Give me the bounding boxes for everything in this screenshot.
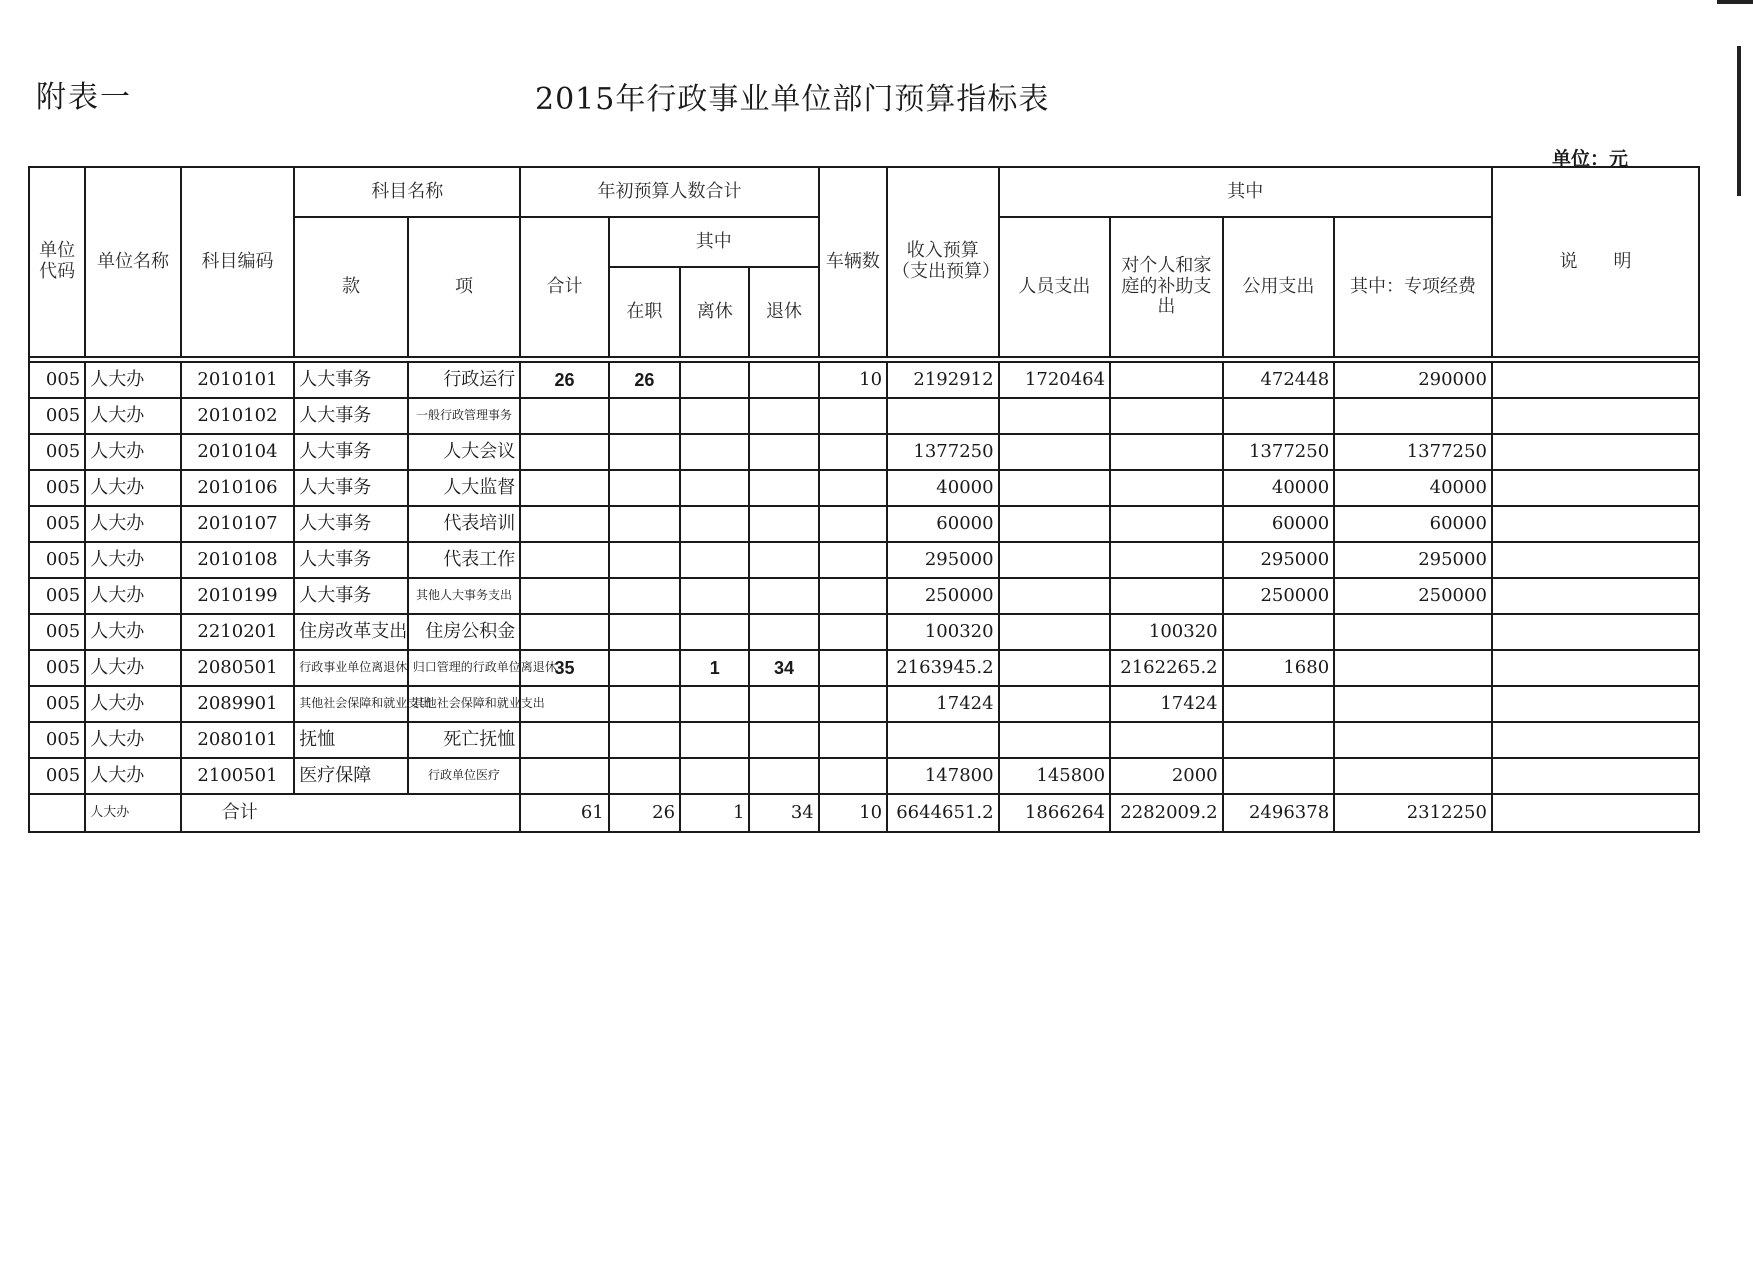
cell-individual-subsidy: 2000 — [1110, 758, 1223, 794]
cell-staff-lixiu — [680, 434, 749, 470]
totals-on-duty: 26 — [609, 794, 680, 832]
cell-unit-code: 005 — [29, 614, 85, 650]
totals-staff-total: 61 — [520, 794, 608, 832]
header-special: 其中：专项经费 — [1334, 217, 1492, 357]
page-title: 2015年行政事业单位部门预算指标表 — [535, 82, 1050, 117]
cell-income-budget: 250000 — [887, 578, 999, 614]
cell-subject-code: 2100501 — [181, 758, 295, 794]
cell-unit-code: 005 — [29, 686, 85, 722]
cell-public-expense — [1223, 722, 1335, 758]
cell-staff-lixiu — [680, 470, 749, 506]
cell-personnel-expense — [999, 650, 1111, 686]
cell-unit-name: 人大办 — [85, 686, 180, 722]
header-tuixiu: 退休 — [749, 267, 818, 357]
cell-unit-code: 005 — [29, 722, 85, 758]
cell-special-funds: 250000 — [1334, 578, 1492, 614]
cell-staff-tuixiu — [749, 578, 818, 614]
cell-income-budget: 60000 — [887, 506, 999, 542]
cell-public-expense: 40000 — [1223, 470, 1335, 506]
cell-special-funds: 295000 — [1334, 542, 1492, 578]
cell-income-budget — [887, 398, 999, 434]
totals-unit-name: 人大办 — [85, 794, 180, 832]
cell-public-expense — [1223, 398, 1335, 434]
cell-remarks — [1492, 398, 1699, 434]
cell-subject-xiang: 住房公积金 — [408, 614, 521, 650]
cell-personnel-expense — [999, 434, 1111, 470]
cell-unit-name: 人大办 — [85, 542, 180, 578]
cell-subject-kuan: 人大事务 — [294, 398, 408, 434]
cell-staff-on-duty — [609, 506, 680, 542]
cell-individual-subsidy: 100320 — [1110, 614, 1223, 650]
cell-unit-name: 人大办 — [85, 578, 180, 614]
cell-vehicle-count — [819, 614, 887, 650]
cell-unit-name: 人大办 — [85, 470, 180, 506]
cell-subject-kuan: 其他社会保障和就业支出 — [294, 686, 408, 722]
cell-staff-tuixiu — [749, 722, 818, 758]
cell-staff-tuixiu: 34 — [749, 650, 818, 686]
cell-vehicle-count — [819, 398, 887, 434]
cell-subject-code: 2010199 — [181, 578, 295, 614]
cell-income-budget: 147800 — [887, 758, 999, 794]
cell-unit-name: 人大办 — [85, 650, 180, 686]
totals-vehicles: 10 — [819, 794, 887, 832]
cell-special-funds — [1334, 722, 1492, 758]
cell-unit-name: 人大办 — [85, 722, 180, 758]
cell-subject-xiang: 死亡抚恤 — [408, 722, 521, 758]
cell-unit-code: 005 — [29, 470, 85, 506]
cell-subject-xiang: 人大监督 — [408, 470, 521, 506]
cell-vehicle-count: 10 — [819, 362, 887, 398]
cell-subject-xiang: 归口管理的行政单位离退休 — [408, 650, 521, 686]
cell-special-funds — [1334, 686, 1492, 722]
table-row — [29, 650, 1699, 686]
header-personnel: 人员支出 — [999, 217, 1111, 357]
cell-staff-tuixiu — [749, 470, 818, 506]
cell-public-expense: 60000 — [1223, 506, 1335, 542]
cell-staff-lixiu — [680, 542, 749, 578]
cell-unit-name: 人大办 — [85, 614, 180, 650]
cell-income-budget: 100320 — [887, 614, 999, 650]
cell-subject-code: 2010104 — [181, 434, 295, 470]
cell-staff-lixiu — [680, 362, 749, 398]
cell-personnel-expense — [999, 470, 1111, 506]
cell-subject-xiang: 代表培训 — [408, 506, 521, 542]
cell-staff-tuixiu — [749, 362, 818, 398]
budget-table — [28, 166, 1700, 833]
cell-remarks — [1492, 650, 1699, 686]
table-row — [29, 362, 1699, 398]
cell-unit-code: 005 — [29, 362, 85, 398]
scan-mark-edge — [1737, 46, 1741, 196]
header-public: 公用支出 — [1223, 217, 1335, 357]
cell-individual-subsidy — [1110, 398, 1223, 434]
totals-personnel: 1866264 — [999, 794, 1111, 832]
cell-unit-name: 人大办 — [85, 758, 180, 794]
cell-subject-xiang: 行政单位医疗 — [408, 758, 521, 794]
cell-staff-on-duty — [609, 398, 680, 434]
cell-vehicle-count — [819, 686, 887, 722]
cell-staff-lixiu — [680, 758, 749, 794]
cell-subject-code: 2010102 — [181, 398, 295, 434]
cell-subject-code: 2080501 — [181, 650, 295, 686]
totals-special: 2312250 — [1334, 794, 1492, 832]
cell-subject-kuan: 住房改革支出 — [294, 614, 408, 650]
cell-personnel-expense — [999, 722, 1111, 758]
cell-staff-lixiu — [680, 686, 749, 722]
header-subject-code: 科目编码 — [181, 167, 295, 357]
cell-individual-subsidy — [1110, 578, 1223, 614]
cell-unit-code: 005 — [29, 398, 85, 434]
totals-individual: 2282009.2 — [1110, 794, 1223, 832]
cell-staff-on-duty — [609, 578, 680, 614]
cell-remarks — [1492, 614, 1699, 650]
cell-staff-total — [520, 614, 608, 650]
cell-subject-code: 2010108 — [181, 542, 295, 578]
cell-staff-tuixiu — [749, 542, 818, 578]
cell-public-expense — [1223, 614, 1335, 650]
cell-special-funds — [1334, 398, 1492, 434]
cell-vehicle-count — [819, 578, 887, 614]
cell-income-budget: 295000 — [887, 542, 999, 578]
table-row — [29, 614, 1699, 650]
cell-unit-code: 005 — [29, 650, 85, 686]
table-row — [29, 434, 1699, 470]
cell-vehicle-count — [819, 470, 887, 506]
header-expense-of-which: 其中 — [999, 167, 1492, 217]
table-row — [29, 398, 1699, 434]
cell-subject-kuan: 人大事务 — [294, 578, 408, 614]
cell-subject-kuan: 行政事业单位离退休 — [294, 650, 408, 686]
cell-income-budget: 2163945.2 — [887, 650, 999, 686]
header-remarks: 说 明 — [1492, 167, 1699, 357]
header-unit-code: 单位代码 — [29, 167, 85, 357]
header-unit-name: 单位名称 — [85, 167, 180, 357]
cell-individual-subsidy — [1110, 722, 1223, 758]
table-row — [29, 470, 1699, 506]
cell-special-funds: 60000 — [1334, 506, 1492, 542]
cell-remarks — [1492, 506, 1699, 542]
cell-special-funds — [1334, 758, 1492, 794]
cell-staff-lixiu — [680, 398, 749, 434]
cell-unit-code: 005 — [29, 506, 85, 542]
cell-staff-total — [520, 470, 608, 506]
totals-lixiu: 1 — [680, 794, 749, 832]
table-row — [29, 542, 1699, 578]
cell-special-funds — [1334, 614, 1492, 650]
cell-individual-subsidy: 2162265.2 — [1110, 650, 1223, 686]
cell-remarks — [1492, 722, 1699, 758]
cell-income-budget — [887, 722, 999, 758]
cell-personnel-expense: 145800 — [999, 758, 1111, 794]
totals-remarks — [1492, 794, 1699, 832]
cell-staff-tuixiu — [749, 758, 818, 794]
cell-subject-code: 2010106 — [181, 470, 295, 506]
header-vehicles: 车辆数 — [819, 167, 887, 357]
cell-income-budget: 2192912 — [887, 362, 999, 398]
cell-special-funds: 290000 — [1334, 362, 1492, 398]
totals-row — [29, 794, 1699, 832]
cell-staff-lixiu — [680, 506, 749, 542]
cell-subject-xiang: 其他人大事务支出 — [408, 578, 521, 614]
cell-individual-subsidy: 17424 — [1110, 686, 1223, 722]
cell-staff-on-duty — [609, 434, 680, 470]
cell-staff-lixiu — [680, 722, 749, 758]
totals-code — [29, 794, 85, 832]
cell-subject-code: 2089901 — [181, 686, 295, 722]
cell-public-expense: 472448 — [1223, 362, 1335, 398]
cell-staff-total — [520, 578, 608, 614]
totals-income: 6644651.2 — [887, 794, 999, 832]
cell-subject-xiang: 人大会议 — [408, 434, 521, 470]
table-row — [29, 758, 1699, 794]
cell-subject-kuan: 人大事务 — [294, 506, 408, 542]
header-income-budget: 收入预算（支出预算） — [887, 167, 999, 357]
cell-subject-code: 2010107 — [181, 506, 295, 542]
cell-unit-code: 005 — [29, 542, 85, 578]
cell-income-budget: 17424 — [887, 686, 999, 722]
cell-subject-xiang: 行政运行 — [408, 362, 521, 398]
cell-unit-code: 005 — [29, 578, 85, 614]
cell-personnel-expense — [999, 686, 1111, 722]
header-xiang: 项 — [408, 217, 521, 357]
cell-remarks — [1492, 434, 1699, 470]
cell-subject-code: 2080101 — [181, 722, 295, 758]
cell-vehicle-count — [819, 506, 887, 542]
totals-label: 合计 — [181, 794, 521, 832]
cell-public-expense: 250000 — [1223, 578, 1335, 614]
cell-special-funds — [1334, 650, 1492, 686]
cell-staff-tuixiu — [749, 398, 818, 434]
header-lixiu: 离休 — [680, 267, 749, 357]
table-body — [29, 362, 1699, 794]
cell-individual-subsidy — [1110, 434, 1223, 470]
cell-unit-name: 人大办 — [85, 362, 180, 398]
cell-staff-total — [520, 434, 608, 470]
cell-staff-lixiu — [680, 578, 749, 614]
cell-remarks — [1492, 470, 1699, 506]
cell-staff-total — [520, 398, 608, 434]
table-row — [29, 686, 1699, 722]
cell-staff-total — [520, 722, 608, 758]
cell-staff-tuixiu — [749, 434, 818, 470]
cell-subject-kuan: 人大事务 — [294, 470, 408, 506]
cell-special-funds: 1377250 — [1334, 434, 1492, 470]
cell-unit-name: 人大办 — [85, 506, 180, 542]
cell-subject-xiang: 其他社会保障和就业支出 — [408, 686, 521, 722]
cell-staff-on-duty — [609, 686, 680, 722]
totals-public: 2496378 — [1223, 794, 1335, 832]
cell-personnel-expense — [999, 542, 1111, 578]
cell-personnel-expense — [999, 614, 1111, 650]
cell-staff-on-duty — [609, 470, 680, 506]
cell-special-funds: 40000 — [1334, 470, 1492, 506]
cell-public-expense — [1223, 758, 1335, 794]
cell-staff-tuixiu — [749, 614, 818, 650]
cell-subject-xiang: 一般行政管理事务 — [408, 398, 521, 434]
cell-subject-code: 2010101 — [181, 362, 295, 398]
cell-vehicle-count — [819, 434, 887, 470]
cell-individual-subsidy — [1110, 362, 1223, 398]
cell-vehicle-count — [819, 722, 887, 758]
cell-personnel-expense — [999, 398, 1111, 434]
cell-remarks — [1492, 542, 1699, 578]
unit-label: 单位：元 — [1552, 148, 1629, 170]
cell-individual-subsidy — [1110, 542, 1223, 578]
cell-staff-lixiu: 1 — [680, 650, 749, 686]
cell-staff-total — [520, 542, 608, 578]
header-staff-group: 年初预算人数合计 — [520, 167, 818, 217]
cell-personnel-expense — [999, 578, 1111, 614]
cell-staff-total: 26 — [520, 362, 608, 398]
table-row — [29, 722, 1699, 758]
cell-subject-xiang: 代表工作 — [408, 542, 521, 578]
cell-staff-total — [520, 506, 608, 542]
cell-remarks — [1492, 758, 1699, 794]
cell-unit-code: 005 — [29, 434, 85, 470]
cell-staff-on-duty — [609, 542, 680, 578]
cell-vehicle-count — [819, 542, 887, 578]
cell-remarks — [1492, 686, 1699, 722]
cell-subject-kuan: 人大事务 — [294, 542, 408, 578]
cell-unit-name: 人大办 — [85, 434, 180, 470]
cell-subject-kuan: 人大事务 — [294, 434, 408, 470]
cell-staff-on-duty — [609, 758, 680, 794]
cell-income-budget: 40000 — [887, 470, 999, 506]
cell-personnel-expense: 1720464 — [999, 362, 1111, 398]
header-staff-total: 合计 — [520, 217, 608, 357]
cell-staff-on-duty — [609, 614, 680, 650]
cell-vehicle-count — [819, 758, 887, 794]
table-row — [29, 506, 1699, 542]
cell-public-expense — [1223, 686, 1335, 722]
cell-vehicle-count — [819, 650, 887, 686]
cell-staff-lixiu — [680, 614, 749, 650]
cell-income-budget: 1377250 — [887, 434, 999, 470]
cell-remarks — [1492, 578, 1699, 614]
cell-subject-kuan: 医疗保障 — [294, 758, 408, 794]
cell-staff-tuixiu — [749, 506, 818, 542]
table-row — [29, 578, 1699, 614]
header-individual-family: 对个人和家庭的补助支出 — [1110, 217, 1223, 357]
cell-unit-code: 005 — [29, 758, 85, 794]
cell-staff-total — [520, 758, 608, 794]
cell-individual-subsidy — [1110, 506, 1223, 542]
cell-public-expense: 295000 — [1223, 542, 1335, 578]
cell-staff-on-duty: 26 — [609, 362, 680, 398]
header-on-duty: 在职 — [609, 267, 680, 357]
cell-subject-kuan: 人大事务 — [294, 362, 408, 398]
header-staff-of-which: 其中 — [609, 217, 819, 267]
cell-public-expense: 1377250 — [1223, 434, 1335, 470]
cell-subject-kuan: 抚恤 — [294, 722, 408, 758]
cell-individual-subsidy — [1110, 470, 1223, 506]
appendix-label: 附表一 — [36, 80, 132, 115]
header-kuan: 款 — [294, 217, 408, 357]
totals-tuixiu: 34 — [749, 794, 818, 832]
cell-personnel-expense — [999, 506, 1111, 542]
cell-subject-code: 2210201 — [181, 614, 295, 650]
cell-staff-on-duty — [609, 650, 680, 686]
header-subject-name: 科目名称 — [294, 167, 520, 217]
cell-staff-tuixiu — [749, 686, 818, 722]
cell-staff-on-duty — [609, 722, 680, 758]
scan-mark-top — [1717, 0, 1753, 4]
cell-remarks — [1492, 362, 1699, 398]
cell-staff-total: 35 — [520, 650, 608, 686]
cell-public-expense: 1680 — [1223, 650, 1335, 686]
cell-unit-name: 人大办 — [85, 398, 180, 434]
